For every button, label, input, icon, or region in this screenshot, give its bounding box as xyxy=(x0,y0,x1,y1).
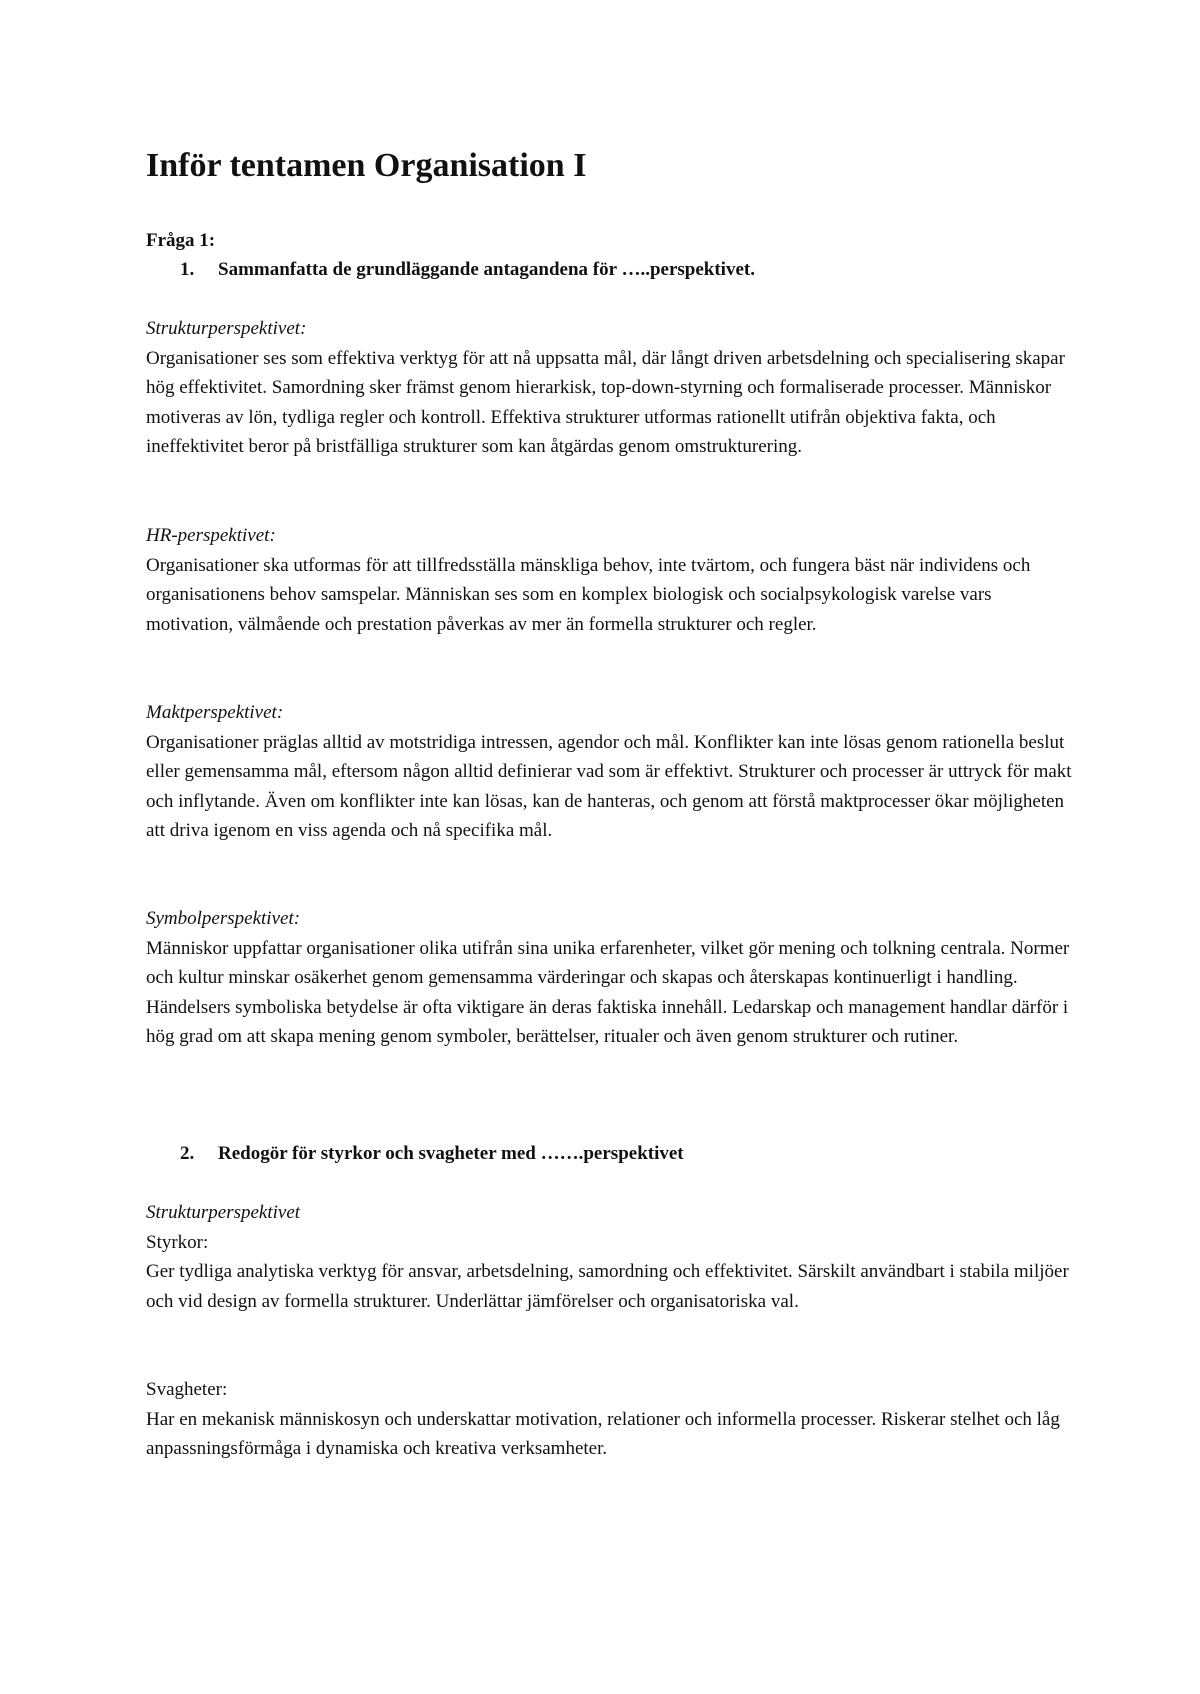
question-2 xyxy=(180,1141,684,1167)
perspective-text: Organisationer ska utformas för att tillfredsställa mänskliga behov, inte tvärtom, och fungera bäst när individens och organisationens behov samspelar. Människan ses som en komplex biologisk och socialpsykologisk varelse vars motivation, välmående och prestation påverkas av mer än formella strukturer och regler. xyxy=(146,554,1031,635)
question-1 xyxy=(180,257,755,283)
perspective-text: Organisationer präglas alltid av motstridiga intressen, agendor och mål. Konflikter kan inte lösas genom rationella beslut eller gemensamma mål, eftersom någon alltid definierar vad som är effektivt. Strukturer och processer är uttryck för makt och inflytande. Även om konflikter inte kan lösas, kan de hanteras, och genom att förstå maktprocesser ökar möjligheten att driva igenom en viss agenda och nå specifika mål. xyxy=(146,731,1072,841)
weaknesses-text: Har en mekanisk människosyn och underskattar motivation, relationer och informella processer. Riskerar stelhet och låg anpassningsförmåga i dynamiska och kreativa verksamheter. xyxy=(146,1408,1060,1459)
strengths-label: Styrkor: xyxy=(146,1231,209,1253)
question-text: Sammanfatta de grundläggande antagandena för …..perspektivet. xyxy=(218,259,755,280)
perspective-hr xyxy=(146,521,1076,639)
perspective-text: Organisationer ses som effektiva verktyg för att nå uppsatta mål, där långt driven arbetsdelning och specialisering skapar hög effektivitet. Samordning sker främst genom hierarkisk, top-down-styrning och formaliserade processer. Människor motiveras av lön, tydliga regler och kontroll. Effektiva strukturer utformas rationellt utifrån objektiva fakta, och ineffektivitet beror på bristfälliga strukturer som kan åtgärdas genom omstrukturering. xyxy=(146,347,1065,457)
document-title: Inför tentamen Organisation I xyxy=(146,147,587,184)
perspective-structure xyxy=(146,314,1076,462)
perspective-heading: Symbolperspektivet: xyxy=(146,908,301,929)
question-number: 2. xyxy=(180,1143,195,1164)
perspective-heading: Strukturperspektivet: xyxy=(146,318,307,339)
strengths-text: Ger tydliga analytiska verktyg för ansvar, arbetsdelning, samordning och effektivitet. Särskilt användbart i stabila miljöer och vid design av formella strukturer. Underlättar jämförelser och organisatoriska val. xyxy=(146,1261,1069,1312)
weaknesses-label: Svagheter: xyxy=(146,1379,228,1400)
question-label: Fråga 1: xyxy=(146,230,216,251)
strengths-heading: Strukturperspektivet xyxy=(146,1202,301,1223)
weaknesses-section xyxy=(146,1375,1076,1464)
perspective-heading: Maktperspektivet: xyxy=(146,702,284,723)
perspective-symbol xyxy=(146,904,1076,1052)
perspective-heading: HR-perspektivet: xyxy=(146,525,276,546)
perspective-text: Människor uppfattar organisationer olika utifrån sina unika erfarenheter, vilket gör mening och tolkning centrala. Normer och kultur minskar osäkerhet genom gemensamma värderingar och skapas och återskapas kontinuerligt i handling. Händelsers symboliska betydelse är ofta viktigare än deras faktiska innehåll. Ledarskap och management handlar därför i hög grad om att skapa mening genom symboler, berättelser, ritualer och även genom strukturer och rutiner. xyxy=(146,937,1070,1047)
question-number: 1. xyxy=(180,259,195,280)
strengths-section xyxy=(146,1198,1076,1316)
perspective-power xyxy=(146,698,1076,846)
question-text: Redogör för styrkor och svagheter med …….perspektivet xyxy=(218,1143,684,1164)
